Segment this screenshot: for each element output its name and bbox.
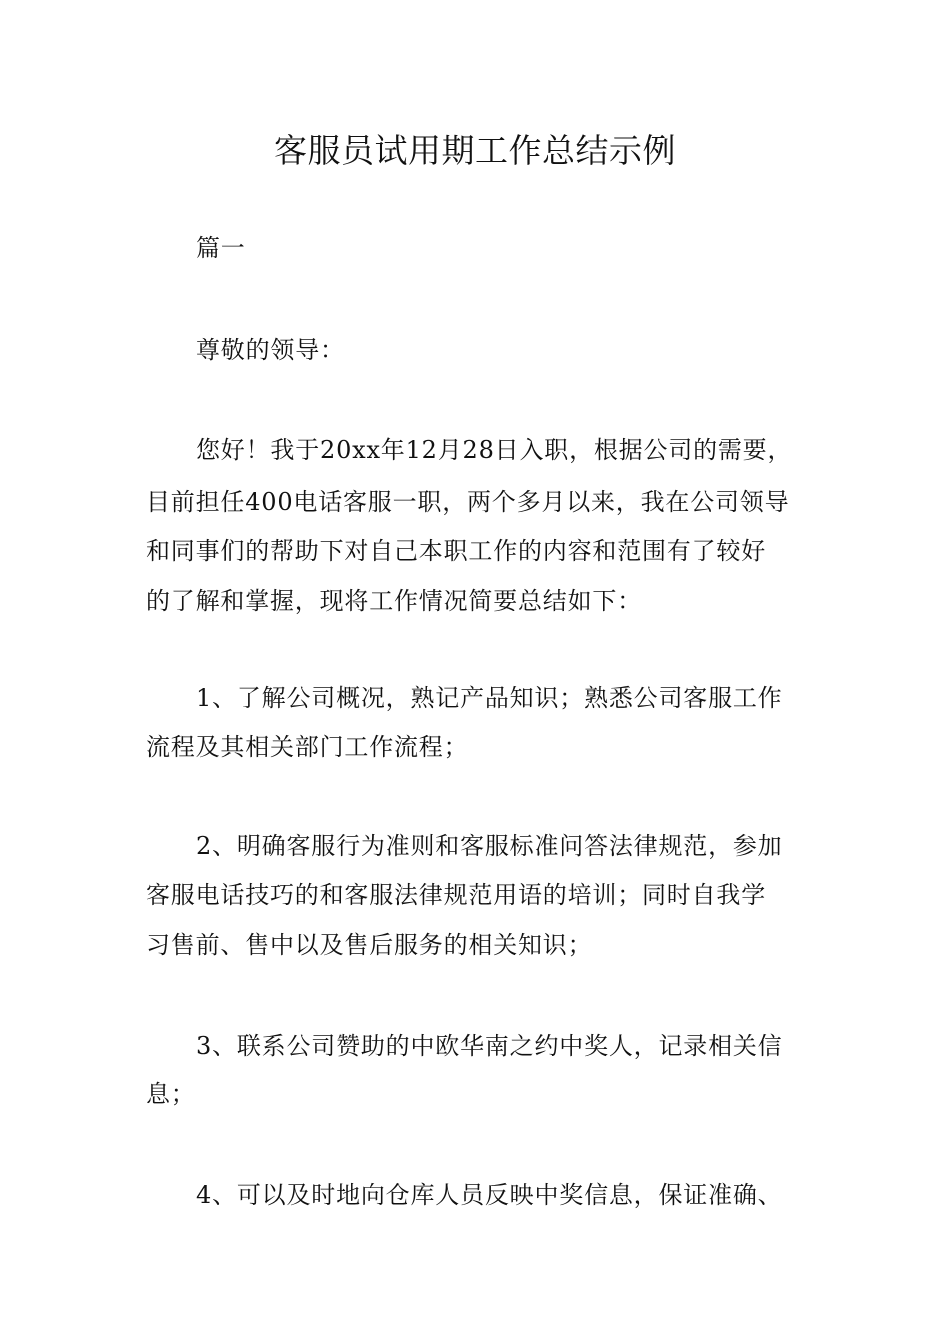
paragraph-line: 息； — [146, 1080, 196, 1108]
document-title: 客服员试用期工作总结示例 — [274, 131, 676, 170]
salutation: 尊敬的领导： — [196, 336, 345, 364]
paragraph-line: 3、联系公司赞助的中欧华南之约中奖人，记录相关信 — [196, 1032, 783, 1060]
paragraph-line: 流程及其相关部门工作流程； — [146, 733, 469, 761]
paragraph-line: 您好！我于20xx年12月28日入职，根据公司的需要， — [196, 436, 793, 464]
paragraph-line: 客服电话技巧的和客服法律规范用语的培训；同时自我学 — [146, 881, 766, 909]
paragraph-line: 4、可以及时地向仓库人员反映中奖信息，保证准确、 — [196, 1181, 783, 1209]
paragraph-line: 2、明确客服行为准则和客服标准问答法律规范，参加 — [196, 832, 783, 860]
paragraph-line: 和同事们的帮助下对自己本职工作的内容和范围有了较好 — [146, 537, 766, 565]
section-label: 篇一 — [196, 234, 246, 262]
paragraph-line: 1、了解公司概况，熟记产品知识；熟悉公司客服工作 — [196, 684, 783, 712]
paragraph-line: 目前担任400电话客服一职，两个多月以来，我在公司领导 — [146, 488, 790, 516]
paragraph-line: 的了解和掌握，现将工作情况简要总结如下： — [146, 587, 642, 615]
paragraph-line: 习售前、售中以及售后服务的相关知识； — [146, 931, 593, 959]
